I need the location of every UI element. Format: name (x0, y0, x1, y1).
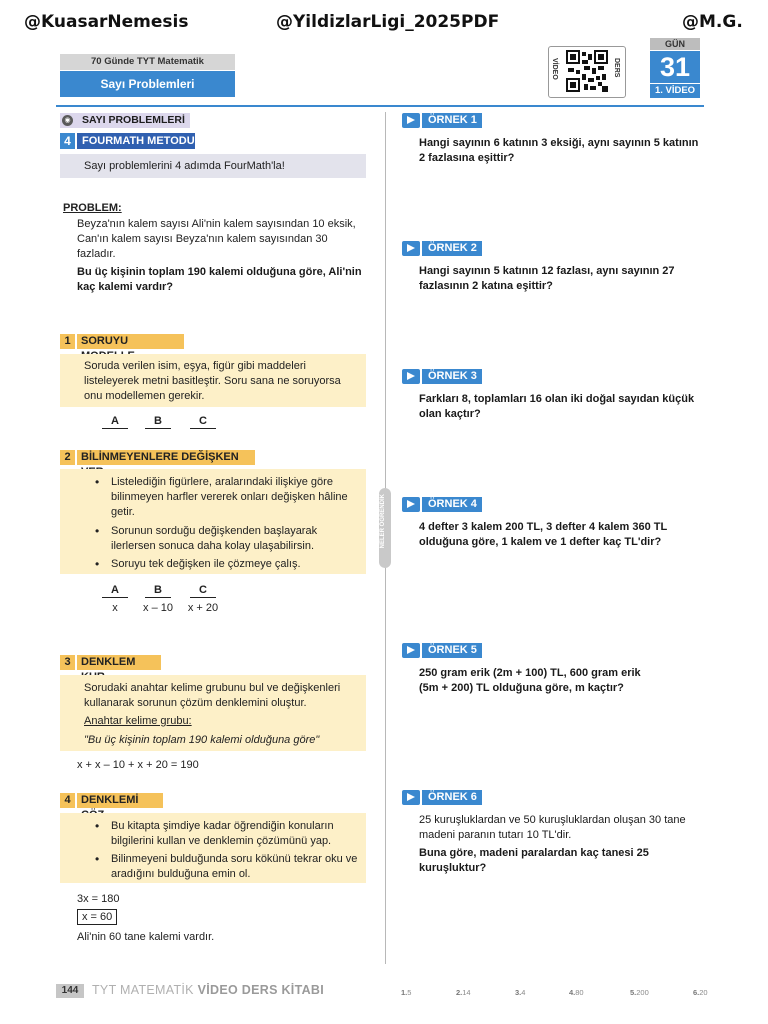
bullet-line: • Soruyu tek değişken ile çözmeye çalış. (111, 558, 301, 570)
answer-number: 1. (401, 988, 408, 997)
method-number: 4 (60, 133, 75, 149)
key-phrase: "Bu üç kişinin toplam 190 kalemi olduğuna göre" (84, 734, 320, 746)
bullet-line: ilerlersen sonuca daha kolay ulaşabilirsin. (111, 540, 315, 552)
example-1-question (419, 136, 709, 166)
step-3-number: 3 (60, 655, 75, 670)
example-5-question (419, 666, 709, 696)
side-tab-label: NELER ÖĞRENDİK (380, 494, 386, 549)
brain-icon: ◉ (62, 115, 73, 126)
answer-number: 3. (515, 988, 522, 997)
problem-question-line: kaç kalemi vardır? (77, 281, 174, 293)
example-line: 2 fazlasına eşittir? (419, 152, 515, 164)
header-divider (56, 105, 704, 107)
step-1-line: listeleyerek metni basitleştir. Soru sana ne soruyorsa (84, 375, 341, 387)
example-6-label: ÖRNEK 6 (422, 790, 482, 805)
play-icon[interactable] (402, 790, 420, 805)
answer-value: 4 (521, 988, 526, 997)
example-line: olduğuna göre, 1 kalem ve 1 defter kaç TL'dir? (419, 536, 662, 548)
play-icon[interactable] (402, 643, 420, 658)
letter-c: C (190, 584, 216, 598)
step-3-title: DENKLEM (77, 655, 161, 670)
book-title: 70 Günde TYT Matematik (60, 54, 235, 70)
example-line: (5m + 200) TL olduğuna göre, m kaçtır? (419, 682, 624, 694)
day-label: GÜN (650, 38, 700, 50)
letter-b: B (145, 415, 171, 429)
step-2-bullet-2 (111, 524, 317, 554)
page-number: 144 (56, 984, 84, 998)
step-4-number: 4 (60, 793, 75, 808)
step-4-bullet-1 (111, 819, 334, 849)
step-2-bullet-3 (111, 557, 301, 572)
answer-number: 6. (693, 988, 700, 997)
conclusion: Ali'nin 60 tane kalemi vardır. (77, 931, 215, 943)
answer-4 (569, 988, 584, 997)
expression-a: x (112, 602, 118, 614)
step-1-line: Soruda verilen isim, eşya, figür gibi maddeleri (84, 360, 306, 372)
step-4-title: DENKLEMİ (77, 793, 163, 808)
example-line: Buna göre, madeni paralardan kaç tanesi 25 (419, 847, 649, 859)
example-5-label: ÖRNEK 5 (422, 643, 482, 658)
qr-left-label: VİDEO (551, 58, 558, 80)
problem-title: PROBLEM: (63, 202, 122, 214)
example-line: 25 kuruşluklardan ve 50 kuruşluklardan oluşan 30 tane (419, 814, 686, 826)
topic-title: Sayı Problemleri (60, 71, 235, 97)
problem-line: fazladır. (77, 248, 116, 260)
expression-c: x + 20 (187, 602, 219, 614)
step-4-bullet-2 (111, 852, 357, 882)
example-line: 4 defter 3 kalem 200 TL, 3 defter 4 kalem 360 TL (419, 521, 668, 533)
step-3-line: kullanarak sorunun çözüm denklemini oluştur. (84, 697, 307, 709)
answer-value: 80 (575, 988, 584, 997)
step-1-title: SORUYU (77, 334, 184, 349)
example-4-label: ÖRNEK 4 (422, 497, 482, 512)
step-2-number: 2 (60, 450, 75, 465)
example-2-label: ÖRNEK 2 (422, 241, 482, 256)
footer-title (92, 983, 324, 997)
example-3-label: ÖRNEK 3 (422, 369, 482, 384)
problem-text (77, 217, 367, 262)
bullet-line: • Sorunun sorduğu değişkenden başlayarak (111, 525, 318, 537)
example-6-context (419, 813, 709, 843)
play-icon[interactable] (402, 497, 420, 512)
method-title: FOURMATH METODU (77, 133, 195, 149)
bullet-line: bilinmeyen harfler vererek onları değişken hâline (111, 491, 348, 503)
step-3-line: Sorudaki anahtar kelime grubunu bul ve değişkenleri (84, 682, 341, 694)
solution-step: 3x = 180 (77, 893, 120, 905)
example-line: olan kaçtır? (419, 408, 481, 420)
qr-code-icon[interactable] (566, 50, 608, 92)
play-icon[interactable] (402, 241, 420, 256)
problem-question (77, 265, 367, 295)
letter-a: A (102, 584, 128, 598)
example-line: 250 gram erik (2m + 100) TL, 600 gram erik (419, 667, 641, 679)
letter-b: B (145, 584, 171, 598)
bullet-line: getir. (111, 506, 135, 518)
example-line: Hangi sayının 5 katının 12 fazlası, aynı sayının 27 (419, 265, 675, 277)
answer-1 (401, 988, 411, 997)
answer-value: 14 (462, 988, 471, 997)
problem-line: Can'ın kalem sayısı Beyza'nın kalem sayısından 30 (77, 233, 328, 245)
video-label: 1. VİDEO (650, 84, 700, 98)
answer-number: 5. (630, 988, 637, 997)
qr-right-label: DERS (613, 58, 620, 78)
example-2-question (419, 264, 709, 294)
play-icon[interactable] (402, 369, 420, 384)
answer-6 (693, 988, 708, 997)
intro-box: Sayı problemlerini 4 adımda FourMath'la! (60, 154, 366, 178)
answer-number: 2. (456, 988, 463, 997)
example-line: fazlasının 2 katına eşittir? (419, 280, 553, 292)
letter-a: A (102, 415, 128, 429)
example-3-question (419, 392, 709, 422)
bullet-line: • Bilinmeyeni bulduğunda soru kökünü tekrar oku ve (111, 853, 358, 865)
expression-b: x – 10 (143, 602, 173, 614)
step-1-number: 1 (60, 334, 75, 349)
answer-number: 4. (569, 988, 576, 997)
play-icon[interactable] (402, 113, 420, 128)
problem-question-line: Bu üç kişinin toplam 190 kalemi olduğuna göre, Ali'nin (77, 266, 362, 278)
step-3-text (84, 681, 340, 711)
answer-value: 200 (636, 988, 649, 997)
watermark-center: @YildizlarLigi_2025PDF (276, 12, 500, 32)
example-line: Farkları 8, toplamları 16 olan iki doğal sayıdan küçük (419, 393, 695, 405)
section-tag: SAYI PROBLEMLERİ (60, 113, 190, 128)
problem-line: Beyza'nın kalem sayısı Ali'nin kalem sayısından 10 eksik, (77, 218, 356, 230)
watermark-left: @KuasarNemesis (24, 12, 189, 32)
footer-title-light: TYT MATEMATİK (92, 983, 194, 997)
bullet-line: aradığını bulduğuna emin ol. (111, 868, 251, 880)
answer-5 (630, 988, 649, 997)
answer-value: 5 (407, 988, 412, 997)
answer-value: 20 (699, 988, 708, 997)
day-number: 31 (650, 51, 700, 83)
equation: x + x – 10 + x + 20 = 190 (77, 759, 199, 771)
footer-title-bold: VİDEO DERS KİTABI (197, 983, 325, 997)
watermark-right: @M.G. (682, 12, 743, 32)
example-1-label: ÖRNEK 1 (422, 113, 482, 128)
step-2-bullet-1 (111, 475, 348, 520)
example-line: madeni paranın tutarı 10 TL'dir. (419, 829, 572, 841)
answer-2 (456, 988, 471, 997)
key-phrase-label: Anahtar kelime grubu: (84, 715, 192, 727)
letter-c: C (190, 415, 216, 429)
solution-answer: x = 60 (77, 909, 117, 925)
step-1-text (84, 359, 341, 404)
example-line: kuruşluktur? (419, 862, 487, 874)
example-line: Hangi sayının 6 katının 3 eksiği, aynı sayının 5 katının (419, 137, 699, 149)
bullet-line: • Listelediğin figürlere, aralarındaki ilişkiye göre (111, 476, 333, 488)
bullet-line: • Bu kitapta şimdiye kadar öğrendiğin konuların (111, 820, 334, 832)
step-2-title: BİLİNMEYENLERE DEĞİŞKEN (77, 450, 255, 465)
bullet-line: bilgilerini kullan ve denklemin çözümünü yap. (111, 835, 332, 847)
answer-3 (515, 988, 525, 997)
step-1-line: onu modellemen gerekir. (84, 390, 205, 402)
example-4-question (419, 520, 709, 550)
example-6-question (419, 846, 709, 876)
